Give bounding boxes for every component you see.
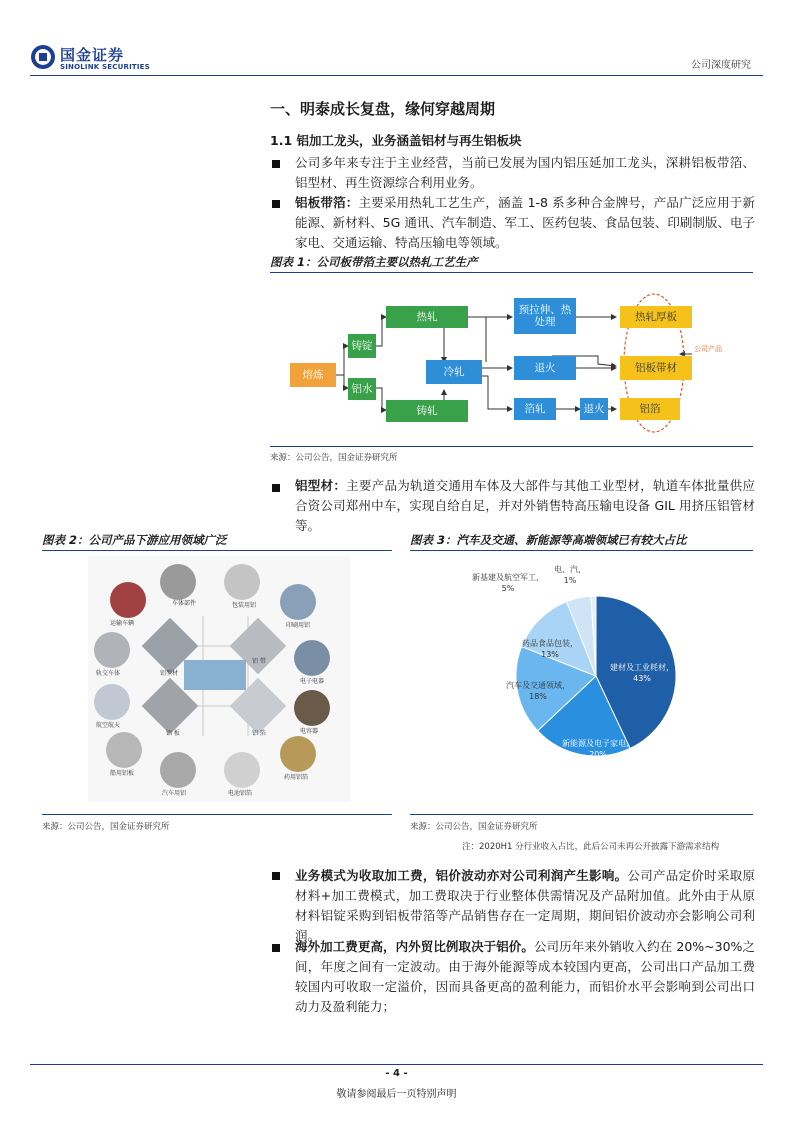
paragraph-strip-foil xyxy=(295,193,755,253)
app-label: 航空航天 xyxy=(96,722,121,729)
figure-1-source: 来源：公司公告，国金证券研究所 xyxy=(270,453,398,463)
bullet-icon xyxy=(272,872,280,880)
app-label: 轨交车体 xyxy=(96,670,121,677)
product-image xyxy=(294,640,330,676)
product-image xyxy=(224,564,260,600)
product-image xyxy=(110,582,146,618)
pie-slice-label: 药品食品包装， xyxy=(522,639,578,648)
flow-box-hot-rolling: 热轧 xyxy=(386,306,468,328)
bullet-icon xyxy=(272,200,280,208)
app-label: 汽车用铝 xyxy=(162,790,187,797)
figure-2-source: 来源：公司公告，国金证券研究所 xyxy=(42,822,170,832)
application-diagram xyxy=(88,556,350,802)
flow-box-annealing: 退火 xyxy=(514,356,576,380)
product-image xyxy=(280,736,316,772)
bullet-icon xyxy=(272,160,280,168)
app-label: 运输车辆 xyxy=(110,620,135,627)
product-image xyxy=(224,752,260,788)
pie-slice-label: 新能源及电子家电， xyxy=(562,739,634,748)
product-image xyxy=(106,732,142,768)
paragraph-body: 主要产品为轨道交通用车体及大部件与其他工业型材，轨道车体批量供应合资公司郑州中车，实现自给自足，并对外销售特高压输电设备 GIL 用挤压铝管材等。 xyxy=(295,478,755,533)
flow-box-cast-rolling: 铸轧 xyxy=(386,400,468,422)
figure-1-bottom-divider xyxy=(270,446,753,447)
bullet-icon xyxy=(272,484,280,492)
footer-divider xyxy=(30,1064,763,1065)
header-divider xyxy=(30,75,763,76)
flow-box-annealing-2: 退火 xyxy=(580,398,608,420)
paragraph-body: 公司产品定价时采取原材料+加工费模式，加工费取决于行业整体供需情况及产品附加值。此外由于从原材料铝锭采购到铝板带箔等产品销售存在一定周期，期间铝价波动亦会影响公司利润。 xyxy=(295,868,755,943)
flow-box-hot-plate: 热轧厚板 xyxy=(620,306,692,328)
app-label: 铝 板 xyxy=(166,730,180,737)
bullet-icon xyxy=(272,944,280,952)
app-label: 电子电器 xyxy=(300,678,325,685)
flow-box-molten: 铝水 xyxy=(348,378,376,400)
paragraph-lead: 铝板带箔： xyxy=(295,195,359,210)
footer-disclaimer: 敬请参阅最后一页特别声明 xyxy=(336,1089,457,1100)
app-label: 电容器 xyxy=(300,728,319,735)
figure-2-title: 图表 2：公司产品下游应用领域广泛 xyxy=(42,533,227,547)
pie-slice-value: 43% xyxy=(633,674,651,683)
process-flowchart xyxy=(286,292,726,437)
pie-slice-value: 13% xyxy=(541,650,559,659)
flow-box-melt: 熔炼 xyxy=(290,363,336,387)
app-label: 铝 箔 xyxy=(252,730,266,737)
paragraph-overseas xyxy=(295,937,755,1017)
figure-3-title: 图表 3：汽车及交通、新能源等高端领域已有较大占比 xyxy=(410,533,687,547)
paragraph-body: 主要采用热轧工艺生产，涵盖 1-8 系多种合金牌号，产品广泛应用于新能源、新材料、5G 通讯、汽车制造、军工、医药包装、食品包装、印刷制版、电子家电、交通运输、特高压输电等领域。 xyxy=(295,195,755,250)
flow-box-foil-rolling: 箔轧 xyxy=(514,398,556,420)
pie-slice-value: 20% xyxy=(589,750,607,759)
pie-slice-label: 电、汽， xyxy=(554,565,586,574)
paragraph-lead: 业务模式为收取加工费，铝价波动亦对公司利润产生影响。 xyxy=(295,868,628,883)
section-heading: 一、明泰成长复盘，缘何穿越周期 xyxy=(270,100,496,118)
app-label: 电池铝箔 xyxy=(228,790,253,797)
logo-icon xyxy=(30,44,56,70)
figure-1-divider xyxy=(270,272,753,273)
pie-chart xyxy=(410,556,753,810)
pie-slice-value: 1% xyxy=(563,576,577,585)
page-number: - 4 - xyxy=(385,1068,408,1079)
subsection-heading: 1.1 铝加工龙头，业务涵盖铝材与再生铝板块 xyxy=(270,133,522,148)
product-image xyxy=(160,564,196,600)
flow-annotation: 公司产品 xyxy=(694,345,722,353)
app-label: 包装用铝 xyxy=(232,602,257,609)
brand-name-en: SINOLINK SECURITIES xyxy=(60,63,150,71)
document-type: 公司深度研究 xyxy=(691,60,751,71)
app-label: 铝 带 xyxy=(252,658,266,665)
app-label: 船用铝板 xyxy=(110,770,135,777)
pie-slice-value: 5% xyxy=(501,584,515,593)
product-image xyxy=(280,584,316,620)
paragraph-lead: 海外加工费更高，内外贸比例取决于铝价。 xyxy=(295,939,534,954)
product-image xyxy=(160,752,196,788)
figure-3-source: 来源：公司公告，国金证券研究所 xyxy=(410,822,538,832)
flow-box-strip: 铝板带材 xyxy=(620,356,692,380)
paragraph-lead: 铝型材： xyxy=(295,478,347,493)
app-label: 车体部件 xyxy=(172,600,197,607)
app-label: 药用铝箔 xyxy=(284,774,309,781)
paragraph-business-model xyxy=(295,866,755,946)
product-image xyxy=(94,632,130,668)
flow-box-stretch-heat: 预拉伸、热处理 xyxy=(514,298,576,334)
brand-name-cn: 国金证券 xyxy=(60,46,125,64)
figure-3-divider xyxy=(410,550,753,551)
flow-box-cold-rolling: 冷轧 xyxy=(426,360,482,384)
app-label: 铝型材 xyxy=(160,670,179,677)
app-label: 印刷用铝 xyxy=(286,622,311,629)
paragraph-body: 公司历年来外销收入约在 20%~30%之间，年度之间有一定波动。由于海外能源等成本较国内更高，公司出口产品加工费较国内可收取一定溢价，因而具备更高的盈利能力，而铝价水平会影响到公司出口动力及盈利能力； xyxy=(295,939,755,1014)
pie-slice-value: 18% xyxy=(529,692,547,701)
product-image xyxy=(294,690,330,726)
figure-1-title: 图表 1：公司板带箔主要以热轧工艺生产 xyxy=(270,255,478,269)
figure-2-divider xyxy=(42,550,392,551)
flow-box-foil: 铝箔 xyxy=(620,398,680,420)
figure-2-bottom-divider xyxy=(42,814,392,815)
paragraph-intro: 公司多年来专注于主业经营，当前已发展为国内铝压延加工龙头，深耕铝板带箔、铝型材、再生资源综合利用业务。 xyxy=(295,155,755,190)
pie-slice-label: 汽车及交通领域， xyxy=(506,681,570,690)
flow-box-ingot: 铸锭 xyxy=(348,334,376,358)
figure-3-bottom-divider xyxy=(410,814,753,815)
figure-3-note: 注：2020H1 分行业收入占比，此后公司未再公开披露下游需求结构 xyxy=(462,842,720,852)
product-image xyxy=(94,684,130,720)
pie-slice-label: 新基建及航空军工， xyxy=(472,573,544,582)
pie-slice-label: 建材及工业耗材， xyxy=(610,663,674,672)
paragraph-profiles xyxy=(295,476,755,536)
factory-image xyxy=(184,660,246,690)
